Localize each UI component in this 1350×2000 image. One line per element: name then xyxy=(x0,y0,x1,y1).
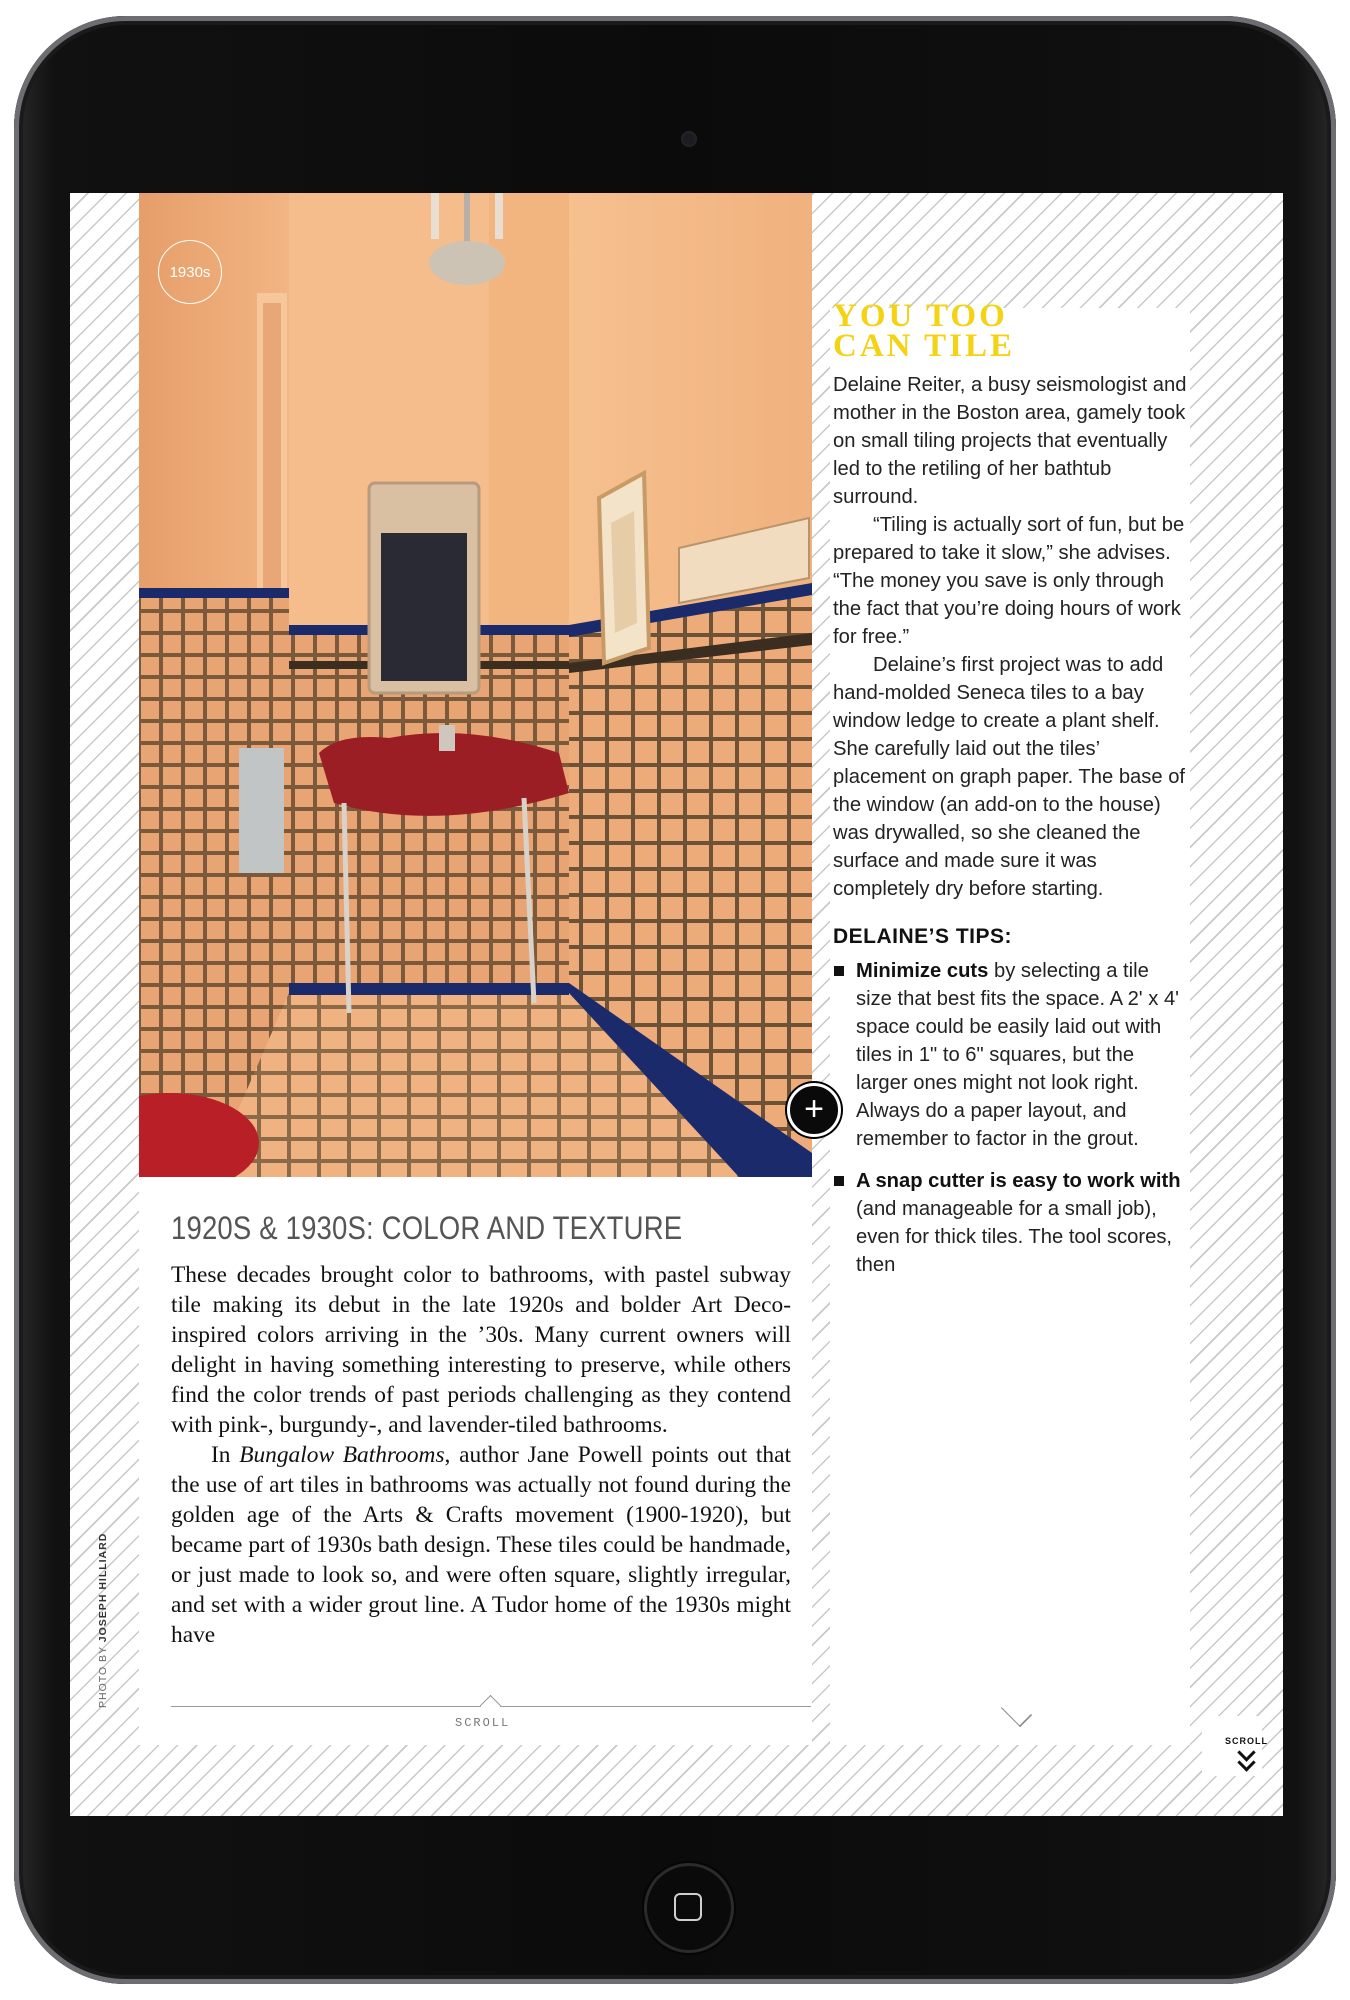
camera xyxy=(681,131,697,147)
sidebar-title-line-2: CAN TILE xyxy=(833,328,1016,364)
home-square-icon xyxy=(674,1893,702,1921)
plus-icon[interactable]: + xyxy=(787,1083,841,1137)
scroll-corner-label: SCROLL xyxy=(1225,1736,1268,1746)
sidebar-title xyxy=(833,298,1189,364)
tip-text: by selecting a tile size that best fits the space. A 2' x 4' space could be easily laid out with tiles in 1" to 6" squares, but the larger ones might not look right. Always do a paper layout, and remember to factor in the grout. xyxy=(856,960,1180,1150)
bathroom-photo xyxy=(139,193,812,1177)
photo-credit-prefix: PHOTO BY xyxy=(97,1642,109,1708)
sidebar-body xyxy=(833,371,1189,903)
article-paragraph-1: These decades brought color to bathrooms, with pastel subway tile making its debut in the late 1920s and bolder Art Deco-inspired colors arriving in the ’30s. Many current owners will delight in having something interesting to preserve, while others find the color trends of past periods challenging as they contend with pink-, burgundy-, and lavender-tiled bathrooms. xyxy=(171,1262,791,1438)
sidebar-paragraph-1: Delaine Reiter, a busy seismologist and mother in the Boston area, gamely took on small tiling projects that eventually led to the retiling of her bathtub surround. xyxy=(833,374,1187,508)
sidebar-paragraph-3: Delaine’s first project was to add hand-molded Seneca tiles to a bay window ledge to create a plant shelf. She carefully laid out the tiles’ placement on graph paper. The base of the window (an add-on to the house) was drywalled, so she cleaned the surface and made sure it was completely dry before starting. xyxy=(833,654,1186,900)
sidebar-paragraph-2: “Tiling is actually sort of fun, but be prepared to take it slow,” she advises. “The money you save is only through the fact that you’re doing hours of work for free.” xyxy=(833,514,1185,648)
screen xyxy=(70,193,1283,1816)
tip-item xyxy=(833,1167,1189,1279)
photo-credit xyxy=(97,1533,109,1708)
article-body xyxy=(171,1260,791,1650)
home-button[interactable] xyxy=(644,1863,734,1953)
double-chevron-down-icon xyxy=(1225,1746,1268,1769)
tip-item xyxy=(833,957,1189,1153)
tip-bold: Minimize cuts xyxy=(856,960,989,982)
tip-text: (and manageable for a small job), even for thick tiles. The tool scores, then xyxy=(856,1198,1173,1276)
paragraph-lead: In xyxy=(211,1442,240,1468)
tips-heading: DELAINE’S TIPS: xyxy=(833,925,1013,948)
bullet-icon xyxy=(834,1176,844,1186)
photo-credit-name: JOSEPH HILLIARD xyxy=(97,1532,109,1643)
article-paragraph-2 xyxy=(171,1440,791,1650)
book-title: Bungalow Bathrooms xyxy=(239,1442,445,1468)
sidebar-title-line-1: YOU TOO xyxy=(833,298,1008,334)
tips-list xyxy=(833,957,1189,1279)
bullet-icon xyxy=(834,966,844,976)
bathroom-illustration xyxy=(139,193,812,1177)
paragraph-rest: , author Jane Powell points out that the use of art tiles in bathrooms was actually not found during the golden age of the Arts & Crafts movement (1900-1920), but became part of 1930s bath design. These tiles could be handmade, or just made to look so, and were often square, slightly irregular, and set with a wider grout line. A Tudor home of the 1930s might have xyxy=(171,1442,791,1648)
sidebar xyxy=(833,298,1189,1293)
scroll-label[interactable]: SCROLL xyxy=(455,1716,511,1730)
era-badge: 1930s xyxy=(158,240,222,304)
article-heading: 1920S & 1930S: COLOR AND TEXTURE xyxy=(171,1210,683,1246)
scroll-corner-button[interactable] xyxy=(1225,1736,1268,1769)
tip-bold: A snap cutter is easy to work with xyxy=(856,1170,1181,1192)
